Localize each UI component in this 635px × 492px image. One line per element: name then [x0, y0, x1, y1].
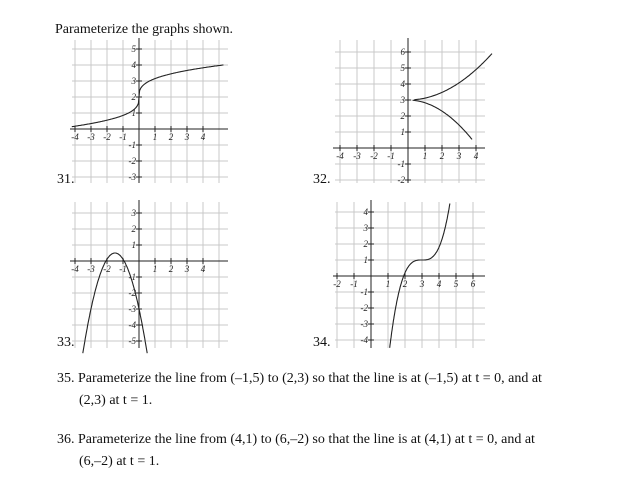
graph-33-ytick: -2	[128, 288, 136, 298]
graph-33-ytick: -4	[128, 320, 136, 330]
graph-34-ytick: -3	[360, 319, 368, 329]
problem-35	[57, 368, 617, 412]
graph-32-ytick: 2	[400, 111, 405, 121]
graph-33-xtick: -4	[71, 264, 79, 274]
graph-34	[333, 200, 488, 350]
graph-34-ytick: 2	[363, 239, 368, 249]
graph-32-ytick: -1	[397, 159, 405, 169]
graph-32-xtick: -4	[336, 151, 344, 161]
graph-32-y-ticks	[398, 47, 412, 185]
problem-35-number: 35.	[57, 371, 75, 386]
graph-31-xtick: -2	[103, 132, 111, 142]
problem-35-line2: (2,3) at t = 1.	[79, 393, 153, 408]
graph-32-label: 32.	[313, 172, 331, 187]
graph-34-ytick: -4	[360, 335, 368, 345]
graph-31-xtick: 3	[184, 132, 190, 142]
graph-33-grid	[72, 202, 228, 348]
graph-32-xtick: 3	[456, 151, 462, 161]
graph-31-y-ticks	[129, 44, 143, 182]
graph-34-ytick: 1	[363, 255, 368, 265]
problem-36-number: 36.	[57, 432, 75, 447]
problem-36-line2: (6,–2) at t = 1.	[79, 454, 160, 469]
graph-31-curve	[72, 65, 224, 127]
graph-33-ytick: 1	[131, 240, 136, 250]
graph-32-ytick: 3	[400, 95, 405, 105]
graph-33-xtick: 4	[200, 264, 206, 274]
graph-33-ytick: -3	[128, 304, 136, 314]
graph-31-ytick: -1	[128, 140, 136, 150]
graph-33-xtick: 1	[152, 264, 158, 274]
section-heading: Parameterize the graphs shown.	[55, 22, 234, 37]
graph-32-ytick: 5	[400, 63, 405, 73]
graph-31-xtick: 1	[152, 132, 158, 142]
graph-34-xtick: 1	[385, 279, 391, 289]
graph-32-grid	[335, 40, 485, 183]
graph-33-ytick: 2	[131, 224, 136, 234]
graph-34-ytick: -2	[360, 303, 368, 313]
graph-31-ytick: 2	[131, 92, 136, 102]
graph-33	[70, 200, 230, 350]
graph-34-grid	[335, 202, 485, 348]
graph-32-ytick: 1	[400, 127, 405, 137]
graph-32-ytick: 6	[400, 47, 405, 57]
graph-32-xtick: 2	[439, 151, 445, 161]
graph-31-ytick: 1	[131, 108, 136, 118]
graph-32-axes	[333, 38, 485, 183]
graph-31-ytick: -2	[128, 156, 136, 166]
graph-34-ytick: 4	[363, 207, 368, 217]
graph-31-xtick: -3	[87, 132, 95, 142]
graph-31-xtick: 4	[200, 132, 206, 142]
graph-34-ytick: -1	[360, 287, 368, 297]
graph-32-xtick: 1	[422, 151, 428, 161]
graph-33-ytick: -1	[128, 272, 136, 282]
graph-34-xtick: -2	[333, 279, 341, 289]
graph-34-xtick: -1	[350, 279, 358, 289]
problem-36	[57, 429, 617, 473]
graph-33-ytick: 3	[131, 208, 136, 218]
graph-32-xtick: -3	[353, 151, 361, 161]
graph-32-xtick: 4	[473, 151, 479, 161]
graph-34-xtick: 5	[453, 279, 459, 289]
graph-31-ytick: 3	[131, 76, 136, 86]
graph-32	[333, 38, 488, 186]
graph-33-xtick: -1	[119, 264, 127, 274]
graph-31-xtick: -1	[119, 132, 127, 142]
graph-33-xtick: 2	[168, 264, 174, 274]
graph-32-xtick: -2	[370, 151, 378, 161]
problem-36-line1: Parameterize the line from (4,1) to (6,–2) so that the line is at (4,1) at t = 0, and at	[78, 432, 535, 447]
graph-33-xtick: 3	[184, 264, 190, 274]
graph-32-curve	[414, 54, 492, 140]
graph-34-xtick: 2	[402, 279, 408, 289]
graph-31-ytick: 5	[131, 44, 136, 54]
graph-34-xtick: 3	[419, 279, 425, 289]
graph-32-xtick: -1	[387, 151, 395, 161]
graph-31-xtick: 2	[168, 132, 174, 142]
graph-31	[70, 38, 230, 186]
graph-31-grid	[72, 40, 228, 183]
graph-31-label: 31.	[57, 172, 75, 187]
problem-35-line1: Parameterize the line from (–1,5) to (2,3) so that the line is at (–1,5) at t = 0, and at	[78, 371, 542, 386]
graph-33-axes	[70, 200, 228, 348]
graph-33-label: 33.	[57, 335, 75, 350]
graph-33-xtick: -3	[87, 264, 95, 274]
graph-32-ytick: -2	[397, 175, 405, 185]
graph-31-xtick: -4	[71, 132, 79, 142]
graph-34-label: 34.	[313, 335, 331, 350]
graph-33-ytick: -5	[128, 336, 136, 346]
graph-31-ytick: -3	[128, 172, 136, 182]
graph-32-ytick: 4	[400, 79, 405, 89]
graph-34-xtick: 4	[436, 279, 442, 289]
graph-31-ytick: 4	[131, 60, 136, 70]
graph-34-ytick: 3	[363, 223, 368, 233]
graph-34-xtick: 6	[470, 279, 476, 289]
graph-33-xtick: -2	[103, 264, 111, 274]
graph-34-axes	[333, 200, 485, 348]
